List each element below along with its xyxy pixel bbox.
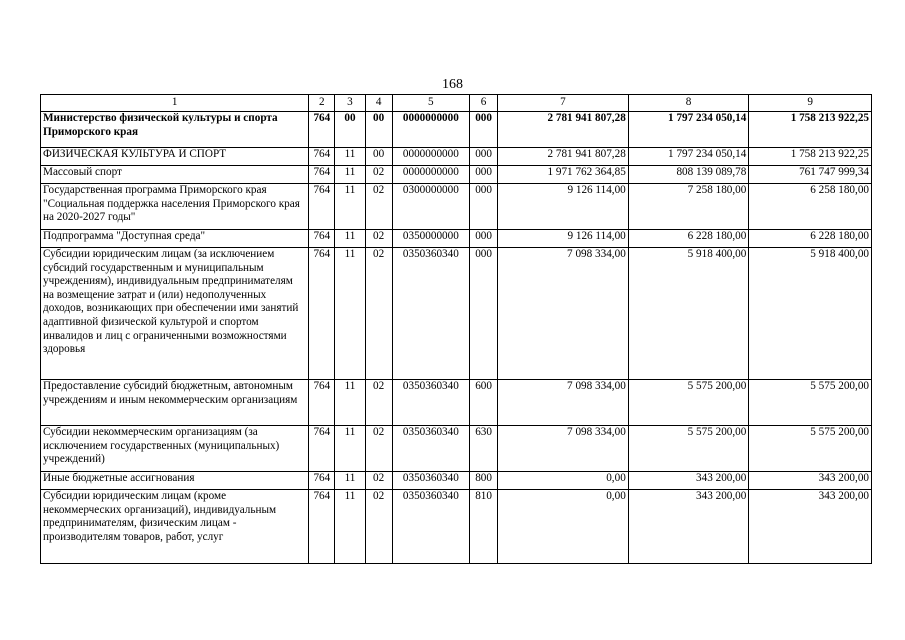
row-name-cell: ФИЗИЧЕСКАЯ КУЛЬТУРА И СПОРТ xyxy=(41,148,309,166)
row-name-cell: Субсидии юридическим лицам (кроме некоммерческих организаций), индивидуальным предпринимателям, физическим лицам - производителям товаров, работ, услуг xyxy=(41,490,309,564)
column-header: 3 xyxy=(335,95,365,112)
table-row xyxy=(41,230,872,248)
section-code-cell: 11 xyxy=(335,184,365,230)
section-code-cell: 00 xyxy=(335,112,365,148)
amount-col7-cell: 2 781 941 807,28 xyxy=(498,112,629,148)
subsection-code-cell: 02 xyxy=(365,184,392,230)
amount-col7-cell: 7 098 334,00 xyxy=(498,426,629,472)
amount-col8-cell: 5 918 400,00 xyxy=(628,248,749,380)
target-article-cell: 0000000000 xyxy=(392,112,469,148)
table-body xyxy=(41,112,872,564)
admin-code-cell: 764 xyxy=(309,148,335,166)
amount-col9-cell: 343 200,00 xyxy=(749,490,872,564)
amount-col8-cell: 1 797 234 050,14 xyxy=(628,148,749,166)
row-name-cell: Государственная программа Приморского края "Социальная поддержка населения Приморского края на 2020-2027 годы" xyxy=(41,184,309,230)
amount-col8-cell: 808 139 089,78 xyxy=(628,166,749,184)
row-name-cell: Субсидии юридическим лицам (за исключением субсидий государственным и муниципальным учреждениям), индивидуальным предпринимателям на возмещение затрат и (или) недополученных доходов, возникающих при обеспечении ими занятий адаптивной физической культурой и спортом инвалидов и лиц с ограниченными возможностями здоровья xyxy=(41,248,309,380)
target-article-cell: 0350360340 xyxy=(392,426,469,472)
admin-code-cell: 764 xyxy=(309,472,335,490)
section-code-cell: 11 xyxy=(335,230,365,248)
amount-col9-cell: 5 575 200,00 xyxy=(749,426,872,472)
amount-col9-cell: 343 200,00 xyxy=(749,472,872,490)
subsection-code-cell: 02 xyxy=(365,426,392,472)
amount-col9-cell: 6 258 180,00 xyxy=(749,184,872,230)
subsection-code-cell: 00 xyxy=(365,148,392,166)
amount-col9-cell: 5 918 400,00 xyxy=(749,248,872,380)
section-code-cell: 11 xyxy=(335,426,365,472)
admin-code-cell: 764 xyxy=(309,490,335,564)
amount-col8-cell: 343 200,00 xyxy=(628,472,749,490)
target-article-cell: 0350000000 xyxy=(392,230,469,248)
column-header: 4 xyxy=(365,95,392,112)
row-name-cell: Министерство физической культуры и спорта Приморского края xyxy=(41,112,309,148)
expense-type-cell: 800 xyxy=(470,472,498,490)
amount-col7-cell: 9 126 114,00 xyxy=(498,184,629,230)
section-code-cell: 11 xyxy=(335,248,365,380)
expense-type-cell: 000 xyxy=(470,166,498,184)
header-row xyxy=(41,95,872,112)
table-row xyxy=(41,148,872,166)
section-code-cell: 11 xyxy=(335,490,365,564)
subsection-code-cell: 02 xyxy=(365,248,392,380)
admin-code-cell: 764 xyxy=(309,426,335,472)
expense-type-cell: 630 xyxy=(470,426,498,472)
section-code-cell: 11 xyxy=(335,148,365,166)
amount-col8-cell: 5 575 200,00 xyxy=(628,380,749,426)
target-article-cell: 0000000000 xyxy=(392,148,469,166)
amount-col8-cell: 343 200,00 xyxy=(628,490,749,564)
table-row xyxy=(41,426,872,472)
subsection-code-cell: 02 xyxy=(365,472,392,490)
admin-code-cell: 764 xyxy=(309,112,335,148)
admin-code-cell: 764 xyxy=(309,248,335,380)
page-number: 168 xyxy=(442,77,463,92)
expense-type-cell: 810 xyxy=(470,490,498,564)
table-row xyxy=(41,112,872,148)
amount-col9-cell: 761 747 999,34 xyxy=(749,166,872,184)
section-code-cell: 11 xyxy=(335,380,365,426)
amount-col9-cell: 1 758 213 922,25 xyxy=(749,112,872,148)
amount-col7-cell: 7 098 334,00 xyxy=(498,380,629,426)
amount-col8-cell: 5 575 200,00 xyxy=(628,426,749,472)
expense-type-cell: 000 xyxy=(470,248,498,380)
table-row xyxy=(41,380,872,426)
target-article-cell: 0350360340 xyxy=(392,380,469,426)
table-row xyxy=(41,248,872,380)
section-code-cell: 11 xyxy=(335,472,365,490)
target-article-cell: 0350360340 xyxy=(392,472,469,490)
table-row xyxy=(41,490,872,564)
amount-col8-cell: 7 258 180,00 xyxy=(628,184,749,230)
budget-table xyxy=(40,94,872,564)
row-name-cell: Субсидии некоммерческим организациям (за исключением государственных (муниципальных) учреждений) xyxy=(41,426,309,472)
column-header: 5 xyxy=(392,95,469,112)
subsection-code-cell: 02 xyxy=(365,380,392,426)
amount-col7-cell: 7 098 334,00 xyxy=(498,248,629,380)
column-header: 8 xyxy=(628,95,749,112)
section-code-cell: 11 xyxy=(335,166,365,184)
amount-col9-cell: 5 575 200,00 xyxy=(749,380,872,426)
row-name-cell: Предоставление субсидий бюджетным, автономным учреждениям и иным некоммерческим организациям xyxy=(41,380,309,426)
row-name-cell: Массовый спорт xyxy=(41,166,309,184)
amount-col7-cell: 1 971 762 364,85 xyxy=(498,166,629,184)
expense-type-cell: 000 xyxy=(470,148,498,166)
column-header: 2 xyxy=(309,95,335,112)
amount-col7-cell: 0,00 xyxy=(498,490,629,564)
amount-col7-cell: 9 126 114,00 xyxy=(498,230,629,248)
expense-type-cell: 000 xyxy=(470,184,498,230)
expense-type-cell: 000 xyxy=(470,230,498,248)
column-header: 6 xyxy=(470,95,498,112)
subsection-code-cell: 02 xyxy=(365,490,392,564)
expense-type-cell: 000 xyxy=(470,112,498,148)
amount-col7-cell: 0,00 xyxy=(498,472,629,490)
target-article-cell: 0350360340 xyxy=(392,490,469,564)
table-row xyxy=(41,472,872,490)
admin-code-cell: 764 xyxy=(309,230,335,248)
target-article-cell: 0350360340 xyxy=(392,248,469,380)
target-article-cell: 0000000000 xyxy=(392,166,469,184)
target-article-cell: 0300000000 xyxy=(392,184,469,230)
amount-col8-cell: 1 797 234 050,14 xyxy=(628,112,749,148)
table-row xyxy=(41,184,872,230)
expense-type-cell: 600 xyxy=(470,380,498,426)
admin-code-cell: 764 xyxy=(309,184,335,230)
subsection-code-cell: 02 xyxy=(365,166,392,184)
subsection-code-cell: 00 xyxy=(365,112,392,148)
amount-col9-cell: 6 228 180,00 xyxy=(749,230,872,248)
amount-col7-cell: 2 781 941 807,28 xyxy=(498,148,629,166)
row-name-cell: Иные бюджетные ассигнования xyxy=(41,472,309,490)
table-row xyxy=(41,166,872,184)
row-name-cell: Подпрограмма "Доступная среда" xyxy=(41,230,309,248)
subsection-code-cell: 02 xyxy=(365,230,392,248)
admin-code-cell: 764 xyxy=(309,380,335,426)
admin-code-cell: 764 xyxy=(309,166,335,184)
amount-col9-cell: 1 758 213 922,25 xyxy=(749,148,872,166)
column-header: 9 xyxy=(749,95,872,112)
column-header: 1 xyxy=(41,95,309,112)
amount-col8-cell: 6 228 180,00 xyxy=(628,230,749,248)
column-header: 7 xyxy=(498,95,629,112)
